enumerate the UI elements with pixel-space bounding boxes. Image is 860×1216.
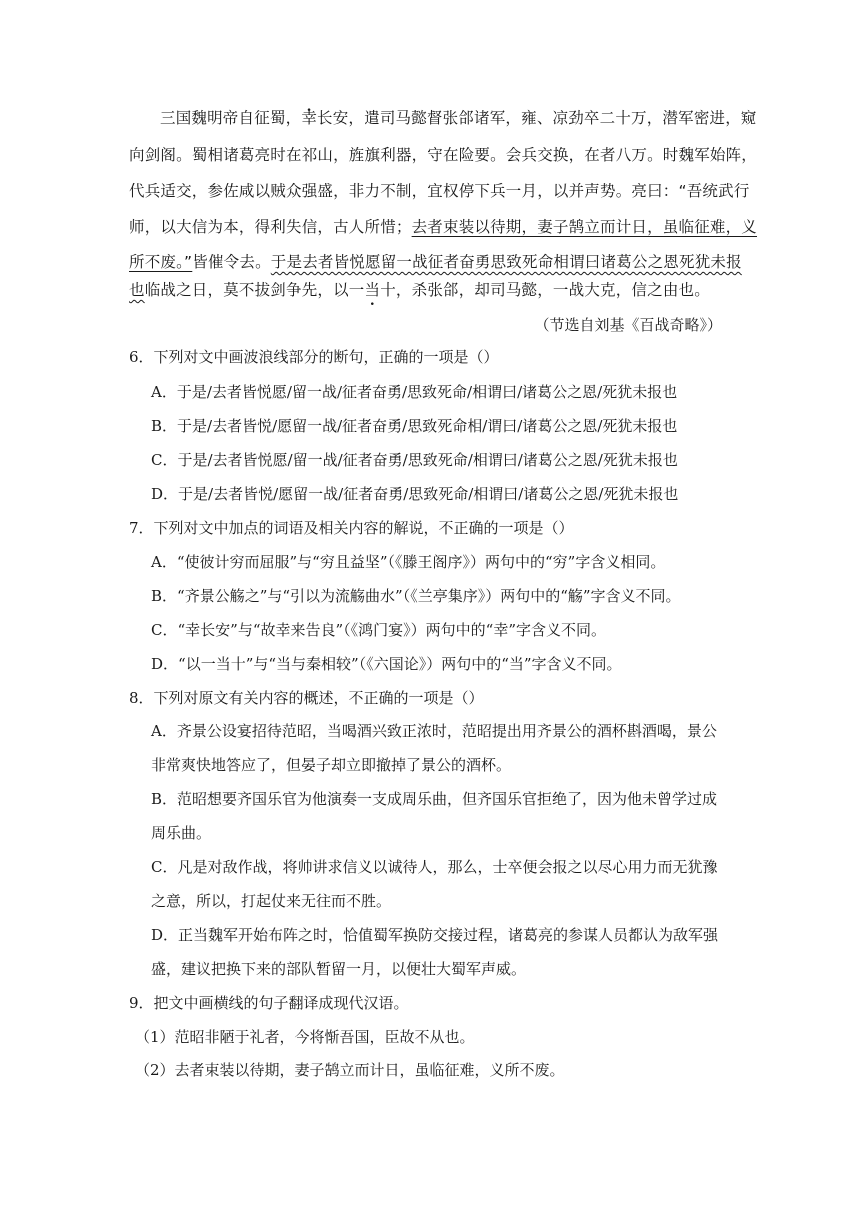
q7-option-a: A．“使彼计穷而屈服”与“穷且益坚”（《滕王阁序》）两句中的“穷”字含义相同。 xyxy=(151,553,666,571)
wavy-underlined-text: 也 xyxy=(129,281,145,299)
passage-text: 十，杀张郃，却司马懿，一战大克，信之由也。 xyxy=(380,281,710,299)
dotted-word: 幸 xyxy=(301,109,318,127)
q6-option-a: A．于是/去者皆悦愿/留一战/征者奋勇/思致死命/相谓曰/诸葛公之恩/死犹未报也 xyxy=(151,383,678,401)
dotted-word: 当 xyxy=(364,281,381,299)
q9-item-2: （2）去者束装以待期，妻子鹄立而计日，虽临征难，义所不废。 xyxy=(135,1061,565,1079)
q9-item-1: （1）范昭非陋于礼者，今将惭吾国，臣故不从也。 xyxy=(135,1028,475,1046)
passage-text: 长安，遣司马懿督张郃诸军，雍、凉劲卒二十万，潜军密进，窥 xyxy=(317,109,757,127)
q7-option-d: D．“以一当十”与“当与秦相较”（《六国论》）两句中的“当”字含义不同。 xyxy=(151,655,622,673)
wavy-underlined-text: 于是去者皆悦愿留一战征者奋勇思致死命相谓曰诸葛公之恩死犹未报 xyxy=(270,253,742,271)
question-6-stem: 6．下列对文中画波浪线部分的断句，正确的一项是（） xyxy=(129,348,499,366)
passage-line xyxy=(129,251,742,273)
q6-option-b: B．于是/去者皆悦/愿留一战/征者奋勇/思致死命相/谓曰/诸葛公之恩/死犹未报也 xyxy=(151,417,678,435)
passage-line xyxy=(129,279,731,301)
passage-line xyxy=(129,216,758,238)
q8-option-b-cont: 周乐曲。 xyxy=(151,824,212,842)
passage-line: 向剑阁。蜀相诸葛亮时在祁山，旌旗利器，守在险要。会兵交换，在者八万。时魏军始阵， xyxy=(129,146,758,164)
q8-option-a: A．齐景公设宴招待范昭，当喝酒兴致正浓时，范昭提出用齐景公的酒杯斟酒喝，景公 xyxy=(151,722,717,740)
passage-text: 皆催令去。 xyxy=(192,253,271,271)
q8-option-b: B．范昭想要齐国乐官为他演奏一支成周乐曲，但齐国乐官拒绝了，因为他未曾学过成 xyxy=(151,790,718,808)
question-7-stem: 7．下列对文中加点的词语及相关内容的解说，不正确的一项是（） xyxy=(129,519,574,537)
q6-option-d: D．于是/去者皆悦/愿留一战/征者奋勇/思致死命/相谓曰/诸葛公之恩/死犹未报也 xyxy=(151,485,679,503)
q7-option-c: C．“幸长安”与“故幸来告良”（《鸿门宴》）两句中的“幸”字含义不同。 xyxy=(151,621,606,639)
passage-text: 师，以大信为本，得利失信，古人所惜； xyxy=(129,218,412,236)
underlined-sentence: 去者束装以待期，妻子鹄立而计日，虽临征难，义 xyxy=(411,218,758,236)
passage-source: （节选自刘基《百战奇略》） xyxy=(534,316,722,334)
q7-option-b: B．“齐景公觞之”与“引以为流觞曲水”（《兰亭集序》）两句中的“觞”字含义不同。 xyxy=(151,587,681,605)
underlined-sentence: 所不废。” xyxy=(129,253,193,271)
q8-option-d: D．正当魏军开始布阵之时，恰值蜀军换防交接过程，诸葛亮的参谋人员都认为敌军强 xyxy=(151,926,719,944)
q8-option-c-cont: 之意，所以，打起仗来无往而不胜。 xyxy=(151,892,392,910)
passage-text: 三国魏明帝自征蜀， xyxy=(160,109,302,127)
passage-text: 临战之日，莫不拔剑争先，以一 xyxy=(144,281,365,299)
q8-option-d-cont: 盛，建议把换下来的部队暂留一月，以便壮大蜀军声威。 xyxy=(151,960,527,978)
passage-line xyxy=(160,107,757,129)
q6-option-c: C．于是/去者皆悦愿/留一战/征者奋勇/思致死命/相谓曰/诸葛公之恩/死犹未报也 xyxy=(151,451,678,469)
q8-option-a-cont: 非常爽快地答应了，但晏子却立即撤掉了景公的酒杯。 xyxy=(151,756,512,774)
passage-line: 代兵适交，参佐咸以贼众强盛，非力不制，宜权停下兵一月，以并声势。亮曰：“吾统武行 xyxy=(129,182,750,200)
question-9-stem: 9．把文中画横线的句子翻译成现代汉语。 xyxy=(129,994,409,1012)
q8-option-c: C．凡是对敌作战，将帅讲求信义以诚待人，那么，士卒便会报之以尽心用力而无犹豫 xyxy=(151,858,718,876)
question-8-stem: 8．下列对原文有关内容的概述，不正确的一项是（） xyxy=(129,689,484,707)
